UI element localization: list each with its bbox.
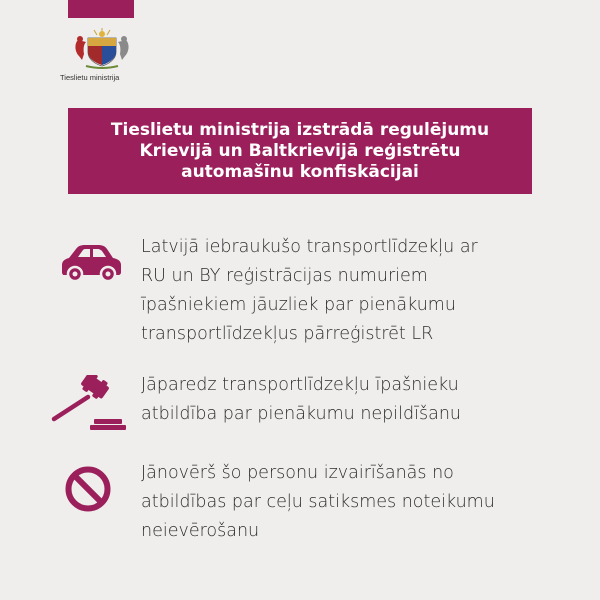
headline-title <box>111 120 489 183</box>
headline-line-2: Krievijā un Baltkrievijā reģistrētu <box>139 140 461 161</box>
headline-line-1: Tieslietu ministrija izstrādā regulējumu <box>110 119 490 140</box>
text-line: transportlīdzekļus pārreģistrēt LR <box>141 324 434 344</box>
text-line: RU un BY reģistrācijas numuriem <box>141 266 428 286</box>
text-line: Jāparedz transportlīdzekļu īpašnieku <box>141 375 459 395</box>
text-line: īpašniekiem jāuzliek par pienākumu <box>141 295 456 315</box>
item-text-registration <box>141 233 541 349</box>
text-line: neievērošanu <box>141 521 260 541</box>
text-line: Latvijā iebraukušo transportlīdzekļu ar <box>141 237 478 257</box>
prohibited-icon <box>64 465 112 513</box>
ministry-caption: Tieslietu ministrija <box>60 73 120 82</box>
headline-banner <box>68 108 532 194</box>
text-line: atbildības par ceļu satiksmes noteikumu <box>141 492 495 512</box>
text-line: atbildība par pienākumu nepildīšanu <box>141 404 461 424</box>
item-text-responsibility <box>141 371 541 429</box>
item-text-evasion <box>141 459 541 546</box>
coat-of-arms-icon <box>70 26 134 70</box>
top-accent-tab <box>68 0 134 18</box>
gavel-icon <box>48 375 128 435</box>
ministry-logo <box>60 26 150 86</box>
headline-line-3: automašīnu konfiskācijai <box>181 161 419 182</box>
car-icon <box>58 241 124 283</box>
text-line: Jānovērš šo personu izvairīšanās no <box>141 463 454 483</box>
